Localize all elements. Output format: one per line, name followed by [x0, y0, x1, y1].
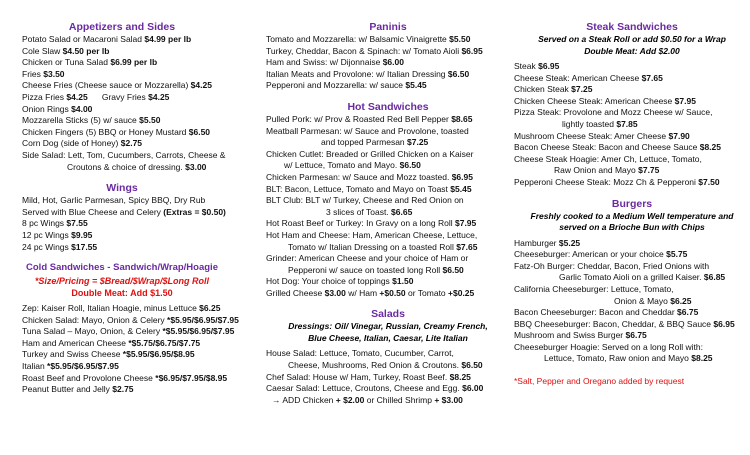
menu-item: 8 pc Wings $7.55: [22, 218, 88, 229]
steak-list: [514, 61, 750, 189]
menu-item: Hot Ham and Cheese: Ham, American Cheese, Lettuce,: [266, 229, 478, 240]
wings-heading: Wings: [106, 182, 138, 195]
menu-item: Fries $3.50: [22, 68, 65, 79]
menu-item: Tomato w/ Italian Dressing on a toasted Roll $7.65: [288, 241, 478, 252]
menu-item: Turkey, Cheddar, Bacon & Spinach: w/ Tomato Aioli $6.95: [266, 45, 483, 56]
menu-item: Pizza Fries $4.25 Gravy Fries $4.25: [22, 91, 170, 102]
menu-item: Tuna Salad – Mayo, Onion, & Celery *$5.95/$6.95/$7.95: [22, 326, 235, 337]
menu-item: Grinder: American Cheese and your choice of Ham or: [266, 253, 469, 264]
cold-pricing-note: *Size/Pricing = $Bread/$Wrap/$Long Roll: [34, 276, 210, 287]
menu-item: Bacon Cheeseburger: Bacon and Cheddar $6.75: [514, 307, 699, 318]
cold-sandwiches-list: [22, 303, 262, 396]
menu-item: Caesar Salad: Lettuce, Croutons, Cheese and Egg. $6.00: [266, 383, 484, 394]
paninis-list: [266, 34, 510, 92]
wings-list: [22, 195, 262, 253]
menu-column-middle: [262, 0, 510, 455]
menu-item: Italian *$5.95/$6.95/$7.95: [22, 361, 119, 372]
appetizers-heading: Appetizers and Sides: [68, 21, 176, 33]
steak-sub1: Served on a Steak Roll or add $0.50 for a Wrap: [538, 34, 726, 44]
menu-item: Chef Salad: House w/ Ham, Turkey, Roast Beef. $8.25: [266, 371, 471, 382]
menu-item: Pulled Pork: w/ Prov & Roasted Red Bell Pepper $8.65: [266, 113, 473, 124]
menu-item: Cole Slaw $4.50 per lb: [22, 45, 110, 56]
menu-item: House Salad: Lettuce, Tomato, Cucumber, Carrot,: [266, 348, 454, 359]
menu-column-left: [0, 0, 262, 455]
menu-item: Raw Onion and Mayo $7.75: [554, 165, 660, 176]
menu-item: w/ Lettuce, Tomato and Mayo. $6.50: [284, 160, 421, 171]
menu-item: Roast Beef and Provolone Cheese *$6.95/$7.95/$8.95: [22, 372, 228, 383]
menu-item: BLT Club: BLT w/ Turkey, Cheese and Red Onion on: [266, 195, 464, 206]
menu-item: Chicken Steak $7.25: [514, 84, 593, 95]
menu-item: Pizza Steak: Provolone and Mozz Cheese w/ Sauce,: [514, 107, 713, 118]
salad-dressings-line2: Blue Cheese, Italian, Caesar, Lite Italian: [308, 332, 468, 343]
menu-item: Hot Roast Beef or Turkey: In Gravy on a long Roll $7.95: [266, 218, 477, 229]
menu-item: Chicken Cutlet: Breaded or Grilled Chicken on a Kaiser: [266, 148, 474, 159]
cold-double-meat: Double Meat: Add $1.50: [71, 288, 173, 299]
menu-item: Zep: Kaiser Roll, Italian Hoagie, minus Lettuce $6.25: [22, 303, 221, 314]
menu-item: Hot Dog: Your choice of toppings $1.50: [266, 276, 414, 287]
menu-item: Side Salad: Lett, Tom, Cucumbers, Carrots, Cheese &: [22, 149, 226, 160]
menu-item: 12 pc Wings $9.95: [22, 229, 93, 240]
menu-item: California Cheeseburger: Lettuce, Tomato,: [514, 283, 674, 294]
menu-item: Mozzarella Sticks (5) w/ sauce $5.50: [22, 115, 161, 126]
cold-sandwiches-heading: Cold Sandwiches - Sandwich/Wrap/Hoagie: [26, 262, 218, 274]
salad-dressings-line1: Dressings: Oil/ Vinegar, Russian, Creamy French,: [288, 321, 488, 332]
menu-item: Chicken Fingers (5) BBQ or Honey Mustard $6.50: [22, 126, 211, 137]
salads-list: [266, 348, 510, 406]
paninis-heading: Paninis: [369, 21, 407, 33]
menu-item: → ADD Chicken + $2.00 or Chilled Shrimp + $3.00: [272, 394, 463, 405]
menu-item: Cheese Steak Hoagie: Amer Ch, Lettuce, Tomato,: [514, 153, 702, 164]
menu-item: 24 pc Wings $17.55: [22, 241, 98, 252]
menu-item: Croutons & choice of dressing. $3.00: [67, 161, 207, 172]
menu-item: Cheeseburger Hoagie: Served on a long Roll with:: [514, 341, 704, 352]
menu-item: Potato Salad or Macaroni Salad $4.99 per lb: [22, 34, 192, 44]
menu-item: BLT: Bacon, Lettuce, Tomato and Mayo on Toast $5.45: [266, 183, 472, 194]
menu-item: Fatz-Oh Burger: Cheddar, Bacon, Fried Onions with: [514, 260, 710, 271]
menu-column-right: [510, 0, 750, 455]
menu-item: Served with Blue Cheese and Celery (Extras = $0.50): [22, 206, 226, 217]
burgers-sub2: served on a Brioche Bun with Chips: [559, 222, 705, 233]
menu-item: Cheeseburger: American or your choice $5.75: [514, 249, 688, 260]
menu-item: Cheese, Mushrooms, Red Onion & Croutons. $6.50: [288, 360, 483, 371]
menu-item: Mild, Hot, Garlic Parmesan, Spicy BBQ, Dry Rub: [22, 195, 206, 206]
menu-item: Pepperoni and Mozzarella: w/ sauce $5.45: [266, 80, 427, 91]
menu-item: Turkey and Swiss Cheese *$5.95/$6.95/$8.95: [22, 349, 195, 360]
menu-item: Mushroom Cheese Steak: Amer Cheese $7.90: [514, 130, 690, 141]
menu-item: Tomato and Mozzarella: w/ Balsamic Vinaigrette $5.50: [266, 34, 471, 44]
menu-item: Meatball Parmesan: w/ Sauce and Provolone, toasted: [266, 125, 469, 136]
menu-item: Mushroom and Swiss Burger $6.75: [514, 330, 647, 341]
menu-item: Chicken Salad: Mayo, Onion & Celery *$5.95/$6.95/$7.95: [22, 314, 239, 325]
menu-item: Pepperoni w/ sauce on toasted long Roll $6.50: [288, 264, 464, 275]
menu-item: Onion Rings $4.00: [22, 103, 93, 114]
menu-item: Chicken Cheese Steak: American Cheese $7.95: [514, 95, 696, 106]
menu-item: Ham and American Cheese *$5.75/$6.75/$7.75: [22, 337, 201, 348]
menu-item: and topped Parmesan $7.25: [321, 137, 429, 148]
menu-item: Cheese Fries (Cheese sauce or Mozzarella) $4.25: [22, 80, 212, 91]
menu-item: Peanut Butter and Jelly $2.75: [22, 384, 134, 395]
menu-item: Corn Dog (side of Honey) $2.75: [22, 138, 143, 149]
menu-item: Cheese Steak: American Cheese $7.65: [514, 72, 663, 83]
menu-item: Ham and Swiss: w/ Dijonnaise $6.00: [266, 57, 404, 68]
salads-heading: Salads: [371, 308, 405, 321]
menu-item: Grilled Cheese $3.00 w/ Ham +$0.50 or Tomato +$0.25: [266, 287, 475, 298]
menu-item: Italian Meats and Provolone: w/ Italian Dressing $6.50: [266, 68, 470, 79]
steak-sub2: Double Meat: Add $2.00: [584, 45, 680, 56]
menu-item: lightly toasted $7.85: [562, 118, 638, 129]
menu-item: Lettuce, Tomato, Raw onion and Mayo $8.25: [544, 353, 713, 364]
hot-sandwiches-list: [266, 114, 510, 300]
menu-item: Bacon Cheese Steak: Bacon and Cheese Sauce $8.25: [514, 142, 721, 153]
hot-sandwiches-heading: Hot Sandwiches: [347, 100, 429, 113]
seasoning-note: *Salt, Pepper and Oregano added by request: [514, 376, 685, 387]
menu-item: Chicken or Tuna Salad $6.99 per lb: [22, 57, 158, 68]
menu-item: Onion & Mayo $6.25: [614, 295, 692, 306]
menu-item: BBQ Cheeseburger: Bacon, Cheddar, & BBQ Sauce $6.95: [514, 318, 735, 329]
menu-item: Hamburger $5.25: [514, 237, 581, 248]
burgers-heading: Burgers: [611, 197, 653, 210]
appetizers-list: [22, 34, 262, 173]
menu-item: Chicken Parmesan: w/ Sauce and Mozz toasted. $6.95: [266, 171, 473, 182]
menu-item: Steak $6.95: [514, 61, 560, 71]
steak-heading: Steak Sandwiches: [586, 21, 678, 33]
menu-item: 3 slices of Toast. $6.65: [326, 206, 413, 217]
burgers-list: [514, 238, 750, 366]
burgers-sub1: Freshly cooked to a Medium Well temperature and: [530, 210, 734, 221]
menu-item: Garlic Tomato Aioli on a grilled Kaiser. $6.85: [559, 272, 726, 283]
menu-item: Pepperoni Cheese Steak: Mozz Ch & Pepperoni $7.50: [514, 176, 720, 187]
